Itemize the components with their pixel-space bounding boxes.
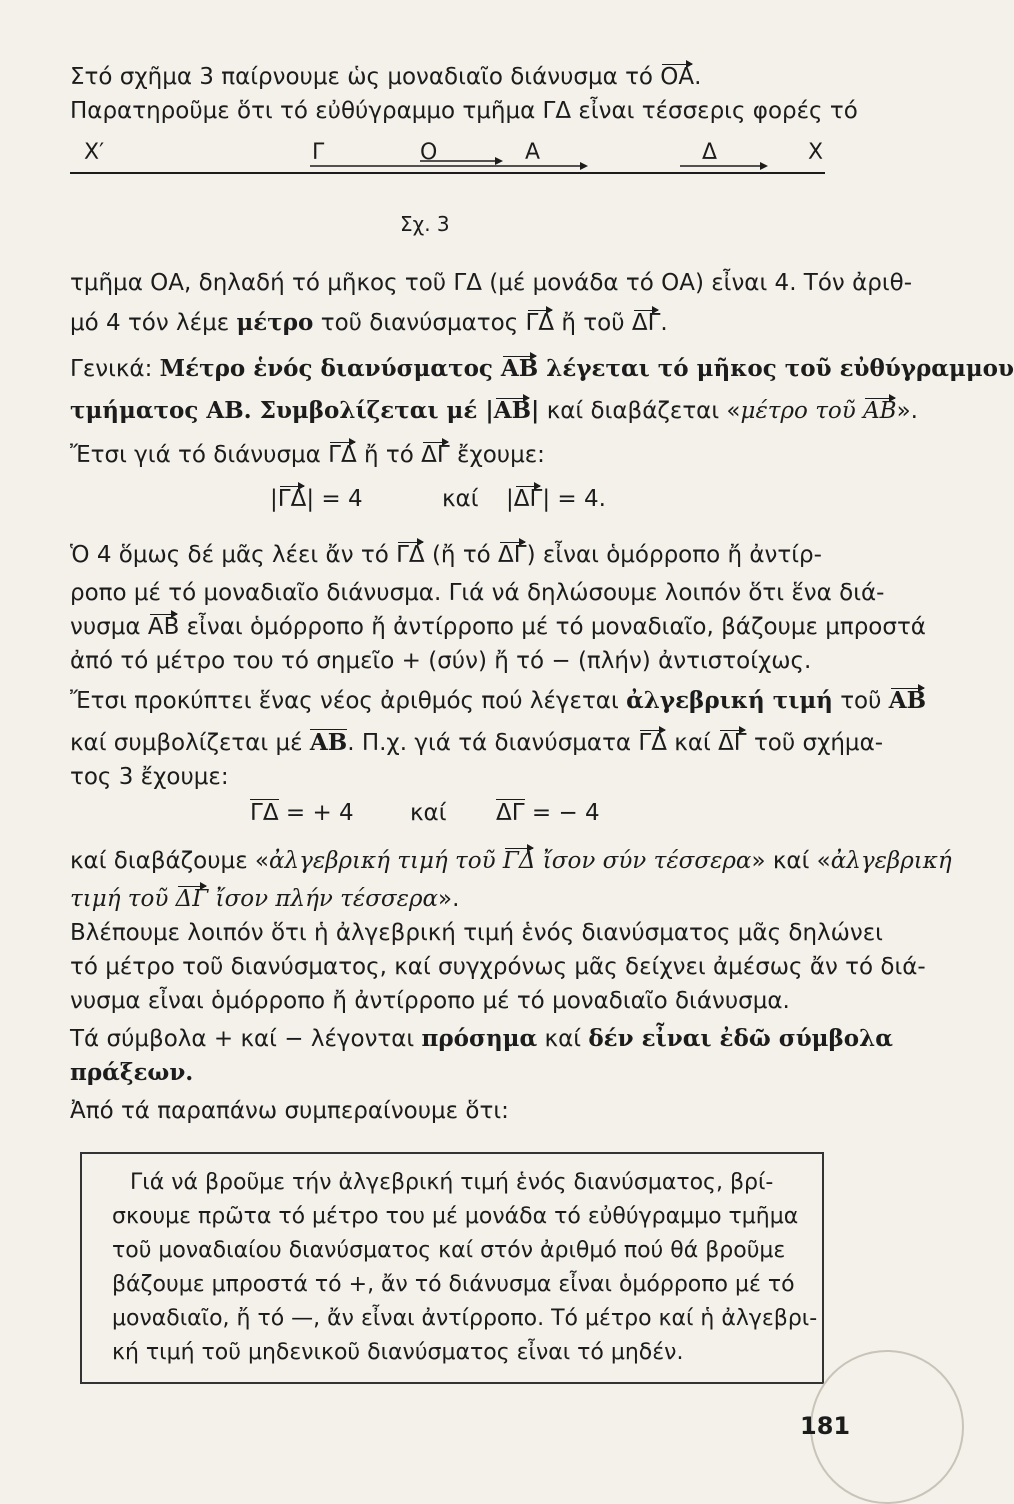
text-line: ροπο μέ τό μοναδιαῖο διάνυσμα. Γιά νά δηλώσουμε λοιπόν ὅτι ἕνα διά-: [70, 580, 885, 606]
algebraic-value: ΑΒ: [309, 729, 348, 756]
text: Ἔτσι γιά τό διάνυσμα: [70, 442, 329, 468]
text: |: [506, 486, 514, 512]
text-line: [70, 686, 927, 716]
text: (ἤ τό: [424, 542, 499, 568]
text-line: τος 3 ἔχουμε:: [70, 764, 229, 790]
text: | = 4.: [542, 486, 606, 512]
text: Ὁ 4 ὅμως δέ μᾶς λέει ἄν τό: [70, 542, 397, 568]
text: .: [660, 310, 668, 336]
text-line: νυσμα εἶναι ὁμόρροπο ἤ ἀντίρροπο μέ τό μοναδιαῖο διάνυσμα.: [70, 988, 790, 1014]
text: εἶναι ὁμόρροπο ἤ ἀντίρροπο μέ τό μοναδιαῖο, βάζουμε μπροστά: [179, 614, 926, 640]
vector: ΑΒ: [500, 355, 539, 382]
text-line: [70, 846, 952, 876]
vector: ΔΓ: [718, 730, 747, 756]
text: ».: [438, 886, 460, 912]
vector: ΑΒ: [147, 614, 180, 640]
vector: ΑΒ: [888, 687, 927, 714]
bold-term: δέν εἶναι ἐδῶ σύμβολα: [588, 1025, 893, 1052]
text: καί διαβάζουμε «: [70, 848, 270, 874]
vector: ΟΑ: [660, 64, 695, 90]
box-line: Γιά νά βροῦμε τήν ἀλγεβρική τιμή ἑνός διανύσματος, βρί-: [130, 1170, 774, 1195]
bold-term: τμήματος ΑΒ. Συμβολίζεται μέ |: [70, 397, 494, 424]
text: ) εἶναι ὁμόρροπο ἤ ἀντίρ-: [526, 542, 822, 568]
box-line: κή τιμή τοῦ μηδενικοῦ διανύσματος εἶναι τό μηδέν.: [112, 1340, 684, 1365]
bold-term: πρόσημα: [421, 1025, 538, 1052]
vector: ΑΒ: [493, 397, 532, 424]
text: ἔχουμε:: [449, 442, 545, 468]
italic-text: μέτρο τοῦ: [740, 398, 864, 424]
text-line: ἀπό τό μέτρο του τό σημεῖο + (σύν) ἤ τό − (πλήν) ἀντιστοίχως.: [70, 648, 812, 674]
label-o: Ο: [420, 140, 438, 165]
text-line: πράξεων.: [70, 1059, 194, 1086]
vector: ΓΔ: [277, 486, 307, 512]
label-a: Α: [525, 140, 541, 165]
italic-text: ἴσον πλήν τέσσερα: [208, 886, 439, 912]
box-line: σκουμε πρῶτα τό μέτρο του μέ μονάδα τό εὐθύγραμμο τμῆμα: [112, 1204, 799, 1229]
text-line: [70, 612, 926, 642]
text-line: [70, 396, 918, 426]
text-line: [70, 354, 1014, 384]
label-x-prime: Χ′: [84, 140, 105, 165]
label-delta: Δ: [702, 140, 718, 165]
text-line: Ἀπό τά παραπάνω συμπεραίνουμε ὅτι:: [70, 1098, 509, 1124]
text: ».: [896, 398, 918, 424]
text: καί: [410, 800, 447, 826]
text: καί συμβολίζεται μέ: [70, 730, 310, 756]
text-line: Βλέπουμε λοιπόν ὅτι ἡ ἀλγεβρική τιμή ἑνός διανύσματος μᾶς δηλώνει: [70, 920, 883, 946]
bold-term: |: [531, 397, 540, 424]
text-line: [70, 728, 884, 758]
text-line: [70, 884, 840, 914]
vector: ΓΔ: [396, 542, 425, 568]
italic-text: ἀλγεβρική: [830, 848, 952, 874]
vector: ΔΓ: [631, 310, 661, 336]
text: .: [694, 64, 702, 90]
vector: ΑΒ: [863, 398, 897, 424]
vector: ΔΓ: [175, 886, 209, 912]
text: Στό σχῆμα 3 παίρνουμε ὡς μοναδιαῖο διάνυσμα τό: [70, 64, 661, 90]
vector: ΓΔ: [328, 442, 357, 468]
box-line: βάζουμε μπροστά τό +, ἄν τό διάνυσμα εἶναι ὁμόρροπο μέ τό: [112, 1272, 795, 1297]
italic-text: ἴσον σύν τέσσερα: [535, 848, 752, 874]
text: Γενικά:: [70, 356, 160, 382]
text: | = 4: [306, 486, 363, 512]
text: τοῦ σχήμα-: [746, 730, 884, 756]
vector: ΓΔ: [638, 730, 667, 756]
text: καί: [666, 730, 719, 756]
text: » καί «: [751, 848, 831, 874]
text: . Π.χ. γιά τά διανύσματα: [347, 730, 639, 756]
text: καί διαβάζεται «: [539, 398, 741, 424]
text: ἤ τό: [356, 442, 422, 468]
equation-algebraic: [250, 798, 650, 828]
text-line: [70, 1024, 893, 1054]
algebraic-value: ΔΓ: [496, 800, 525, 826]
text: τοῦ διανύσματος: [313, 310, 526, 336]
text: Ἔτσι προκύπτει ἕνας νέος ἀριθμός πού λέγεται: [70, 688, 627, 714]
text: καί: [442, 486, 479, 512]
text-line: [70, 308, 840, 338]
figure-caption: Σχ. 3: [400, 212, 450, 236]
text: |: [270, 486, 278, 512]
text: Τά σύμβολα + καί − λέγονται: [70, 1026, 422, 1052]
bold-term: ἀλγεβρική τιμή: [626, 687, 833, 714]
equation-modulus: [270, 484, 670, 514]
text-line: [70, 540, 840, 570]
text: τοῦ: [832, 688, 889, 714]
text-line: τμῆμα ΟΑ, δηλαδή τό μῆκος τοῦ ΓΔ (μέ μονάδα τό ΟΑ) εἶναι 4. Τόν ἀριθ-: [70, 270, 913, 296]
bold-term: λέγεται τό μῆκος τοῦ εὐθύγραμμου: [538, 355, 1014, 382]
text: = − 4: [524, 800, 600, 826]
box-line: τοῦ μοναδιαίου διανύσματος καί στόν ἀριθμό πού θά βροῦμε: [112, 1238, 786, 1263]
text-line: [70, 440, 840, 470]
text: καί: [537, 1026, 589, 1052]
algebraic-value: ΓΔ: [250, 800, 279, 826]
label-gamma: Γ: [312, 140, 325, 165]
page-number: 181: [800, 1412, 851, 1440]
text-line: Παρατηροῦμε ὅτι τό εὐθύγραμμο τμῆμα ΓΔ εἶναι τέσσερις φορές τό: [70, 98, 858, 124]
text-line: τό μέτρο τοῦ διανύσματος, καί συγχρόνως μᾶς δείχνει ἀμέσως ἄν τό διά-: [70, 954, 926, 980]
bold-term: Μέτρο ἑνός διανύσματος: [159, 355, 501, 382]
box-line: μοναδιαῖο, ἤ τό —, ἄν εἶναι ἀντίρροπο. Τό μέτρο καί ἡ ἀλγεβρι-: [112, 1306, 818, 1331]
italic-text: ἀλγεβρική τιμή τοῦ: [269, 848, 503, 874]
vector: ΔΓ: [421, 442, 450, 468]
vector: ΔΓ: [498, 542, 527, 568]
text: νυσμα: [70, 614, 148, 640]
text: = + 4: [278, 800, 354, 826]
italic-text: τιμή τοῦ: [70, 886, 176, 912]
label-x: Χ: [808, 140, 824, 165]
bold-term: μέτρο: [236, 309, 314, 336]
text: μό 4 τόν λέμε: [70, 310, 237, 336]
axis-arrows: [0, 0, 930, 220]
vector: ΓΔ: [502, 848, 536, 874]
text: ἤ τοῦ: [554, 310, 632, 336]
vector: ΔΓ: [513, 486, 543, 512]
vector: ΓΔ: [525, 310, 555, 336]
